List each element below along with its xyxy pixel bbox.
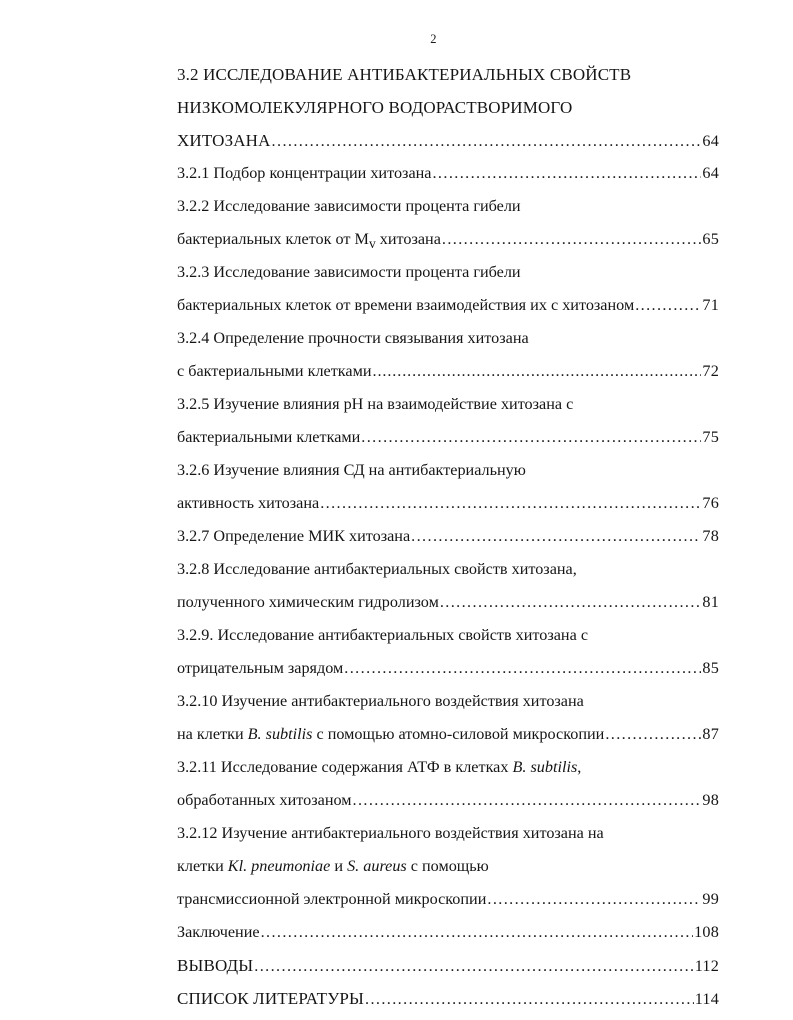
toc-entry-sec-3-2-12-c[interactable] — [177, 883, 719, 916]
toc-entry-page-number: 71 — [702, 296, 719, 314]
toc-entry-title: 3.2.10 Изучение антибактериального воздействия хитозана — [177, 692, 584, 710]
toc-entry-title: 3.2.12 Изучение антибактериального воздействия хитозана на — [177, 824, 604, 842]
toc-entry-sec-3-2-1[interactable] — [177, 157, 719, 190]
toc-entry-sec-3-2-10-a[interactable] — [177, 685, 719, 718]
toc-entry-title: клетки Kl. pneumoniae и S. aureus с помощью — [177, 857, 489, 875]
toc-entry-sec-3-2-5-a[interactable] — [177, 388, 719, 421]
table-of-contents — [177, 58, 719, 1015]
toc-entry-title: 3.2.8 Исследование антибактериальных свойств хитозана, — [177, 560, 577, 578]
toc-entry-sec-literature[interactable] — [177, 982, 719, 1015]
page-number-header — [0, 32, 793, 47]
toc-entry-sec-3-2-head-3[interactable] — [177, 124, 719, 157]
toc-entry-sec-vyvody[interactable] — [177, 949, 719, 982]
toc-entry-page-number: 76 — [702, 494, 719, 512]
toc-entry-page-number: 64 — [702, 164, 719, 182]
toc-entry-title: отрицательным зарядом — [177, 659, 344, 677]
toc-entry-title: обработанных хитозаном — [177, 791, 352, 809]
toc-entry-title: активность хитозана — [177, 494, 320, 512]
toc-entry-sec-3-2-3-b[interactable] — [177, 289, 719, 322]
toc-dot-leader — [344, 652, 701, 685]
toc-entry-sec-3-2-7[interactable] — [177, 520, 719, 553]
toc-entry-title: 3.2.4 Определение прочности связывания хитозана — [177, 329, 529, 347]
toc-dot-leader — [487, 883, 701, 916]
toc-dot-leader — [272, 125, 702, 158]
toc-entry-page-number: 85 — [702, 659, 719, 677]
toc-entry-page-number: 98 — [702, 791, 719, 809]
toc-entry-title: трансмиссионной электронной микроскопии — [177, 890, 487, 908]
toc-entry-sec-3-2-4-b[interactable] — [177, 355, 719, 388]
toc-entry-sec-3-2-4-a[interactable] — [177, 322, 719, 355]
toc-dot-leader — [432, 157, 701, 190]
toc-entry-page-number: 99 — [702, 890, 719, 908]
toc-dot-leader — [365, 983, 694, 1016]
toc-entry-sec-3-2-11-b[interactable] — [177, 784, 719, 817]
toc-dot-leader — [440, 586, 702, 619]
toc-entry-title: бактериальных клеток от $M_v$ хитозана — [177, 230, 441, 252]
toc-entry-title: 3.2 ИССЛЕДОВАНИЕ АНТИБАКТЕРИАЛЬНЫХ СВОЙСТВ — [177, 65, 632, 84]
toc-dot-leader — [353, 784, 702, 817]
toc-entry-sec-3-2-2-b[interactable] — [177, 223, 719, 256]
toc-entry-sec-3-2-head-2[interactable] — [177, 91, 719, 124]
toc-entry-page-number: 72 — [702, 362, 719, 380]
toc-entry-title: ХИТОЗАНА — [177, 131, 271, 150]
toc-entry-sec-3-2-12-a[interactable] — [177, 817, 719, 850]
toc-entry-sec-3-2-9-a[interactable] — [177, 619, 719, 652]
toc-entry-page-number: 87 — [702, 725, 719, 743]
toc-entry-title: на клетки B. subtilis с помощью атомно-силовой микроскопии — [177, 725, 605, 743]
toc-entry-page-number: 64 — [702, 132, 719, 150]
toc-entry-sec-3-2-8-a[interactable] — [177, 553, 719, 586]
toc-entry-title: Заключение — [177, 923, 260, 941]
toc-entry-sec-3-2-11-a[interactable] — [177, 751, 719, 784]
toc-entry-title: 3.2.7 Определение МИК хитозана — [177, 527, 411, 545]
toc-entry-title: бактериальных клеток от времени взаимодействия их с хитозаном — [177, 296, 635, 314]
toc-entry-title: 3.2.5 Изучение влияния pH на взаимодействие хитозана с — [177, 395, 574, 413]
toc-dot-leader — [605, 718, 701, 751]
toc-dot-leader — [254, 950, 693, 983]
toc-entry-sec-3-2-9-b[interactable] — [177, 652, 719, 685]
toc-entry-sec-3-2-12-b[interactable] — [177, 850, 719, 883]
toc-entry-page-number: 108 — [694, 923, 719, 941]
toc-entry-title: СПИСОК ЛИТЕРАТУРЫ — [177, 989, 364, 1008]
toc-entry-page-number: 78 — [702, 527, 719, 545]
toc-entry-title: 3.2.1 Подбор концентрации хитозана — [177, 164, 432, 182]
toc-dot-leader — [361, 421, 701, 454]
toc-entry-title: 3.2.9. Исследование антибактериальных свойств хитозана с — [177, 626, 589, 644]
toc-dot-leader — [320, 487, 701, 520]
toc-entry-title: НИЗКОМОЛЕКУЛЯРНОГО ВОДОРАСТВОРИМОГО — [177, 98, 573, 117]
toc-entry-sec-3-2-5-b[interactable] — [177, 421, 719, 454]
toc-entry-title: с бактериальными клетками — [177, 362, 372, 380]
toc-entry-sec-3-2-6-b[interactable] — [177, 487, 719, 520]
toc-entry-sec-3-2-3-a[interactable] — [177, 256, 719, 289]
toc-entry-title: полученного химическим гидролизом — [177, 593, 439, 611]
toc-entry-title: 3.2.2 Исследование зависимости процента гибели — [177, 197, 521, 215]
toc-dot-leader — [411, 520, 701, 553]
toc-entry-sec-3-2-6-a[interactable] — [177, 454, 719, 487]
toc-dot-leader — [261, 916, 694, 949]
toc-entry-page-number: 81 — [702, 593, 719, 611]
toc-dot-leader — [635, 289, 701, 322]
toc-entry-page-number: 75 — [702, 428, 719, 446]
toc-entry-sec-3-2-2-a[interactable] — [177, 190, 719, 223]
toc-dot-leader — [442, 223, 702, 256]
toc-entry-title: 3.2.11 Исследование содержания АТФ в клетках B. subtilis, — [177, 758, 582, 776]
toc-entry-page-number: 65 — [702, 230, 719, 248]
page-number-value: 2 — [430, 32, 437, 46]
toc-dot-leader — [373, 355, 702, 388]
toc-entry-title: бактериальными клетками — [177, 428, 361, 446]
toc-entry-sec-3-2-10-b[interactable] — [177, 718, 719, 751]
toc-entry-sec-3-2-head-1[interactable] — [177, 58, 719, 91]
toc-entry-page-number: 114 — [694, 990, 719, 1008]
toc-entry-page-number: 112 — [694, 957, 719, 975]
toc-entry-title: ВЫВОДЫ — [177, 956, 254, 975]
toc-entry-title: 3.2.6 Изучение влияния СД на антибактериальную — [177, 461, 526, 479]
toc-entry-sec-conclusion[interactable] — [177, 916, 719, 949]
toc-entry-title: 3.2.3 Исследование зависимости процента гибели — [177, 263, 521, 281]
toc-entry-sec-3-2-8-b[interactable] — [177, 586, 719, 619]
